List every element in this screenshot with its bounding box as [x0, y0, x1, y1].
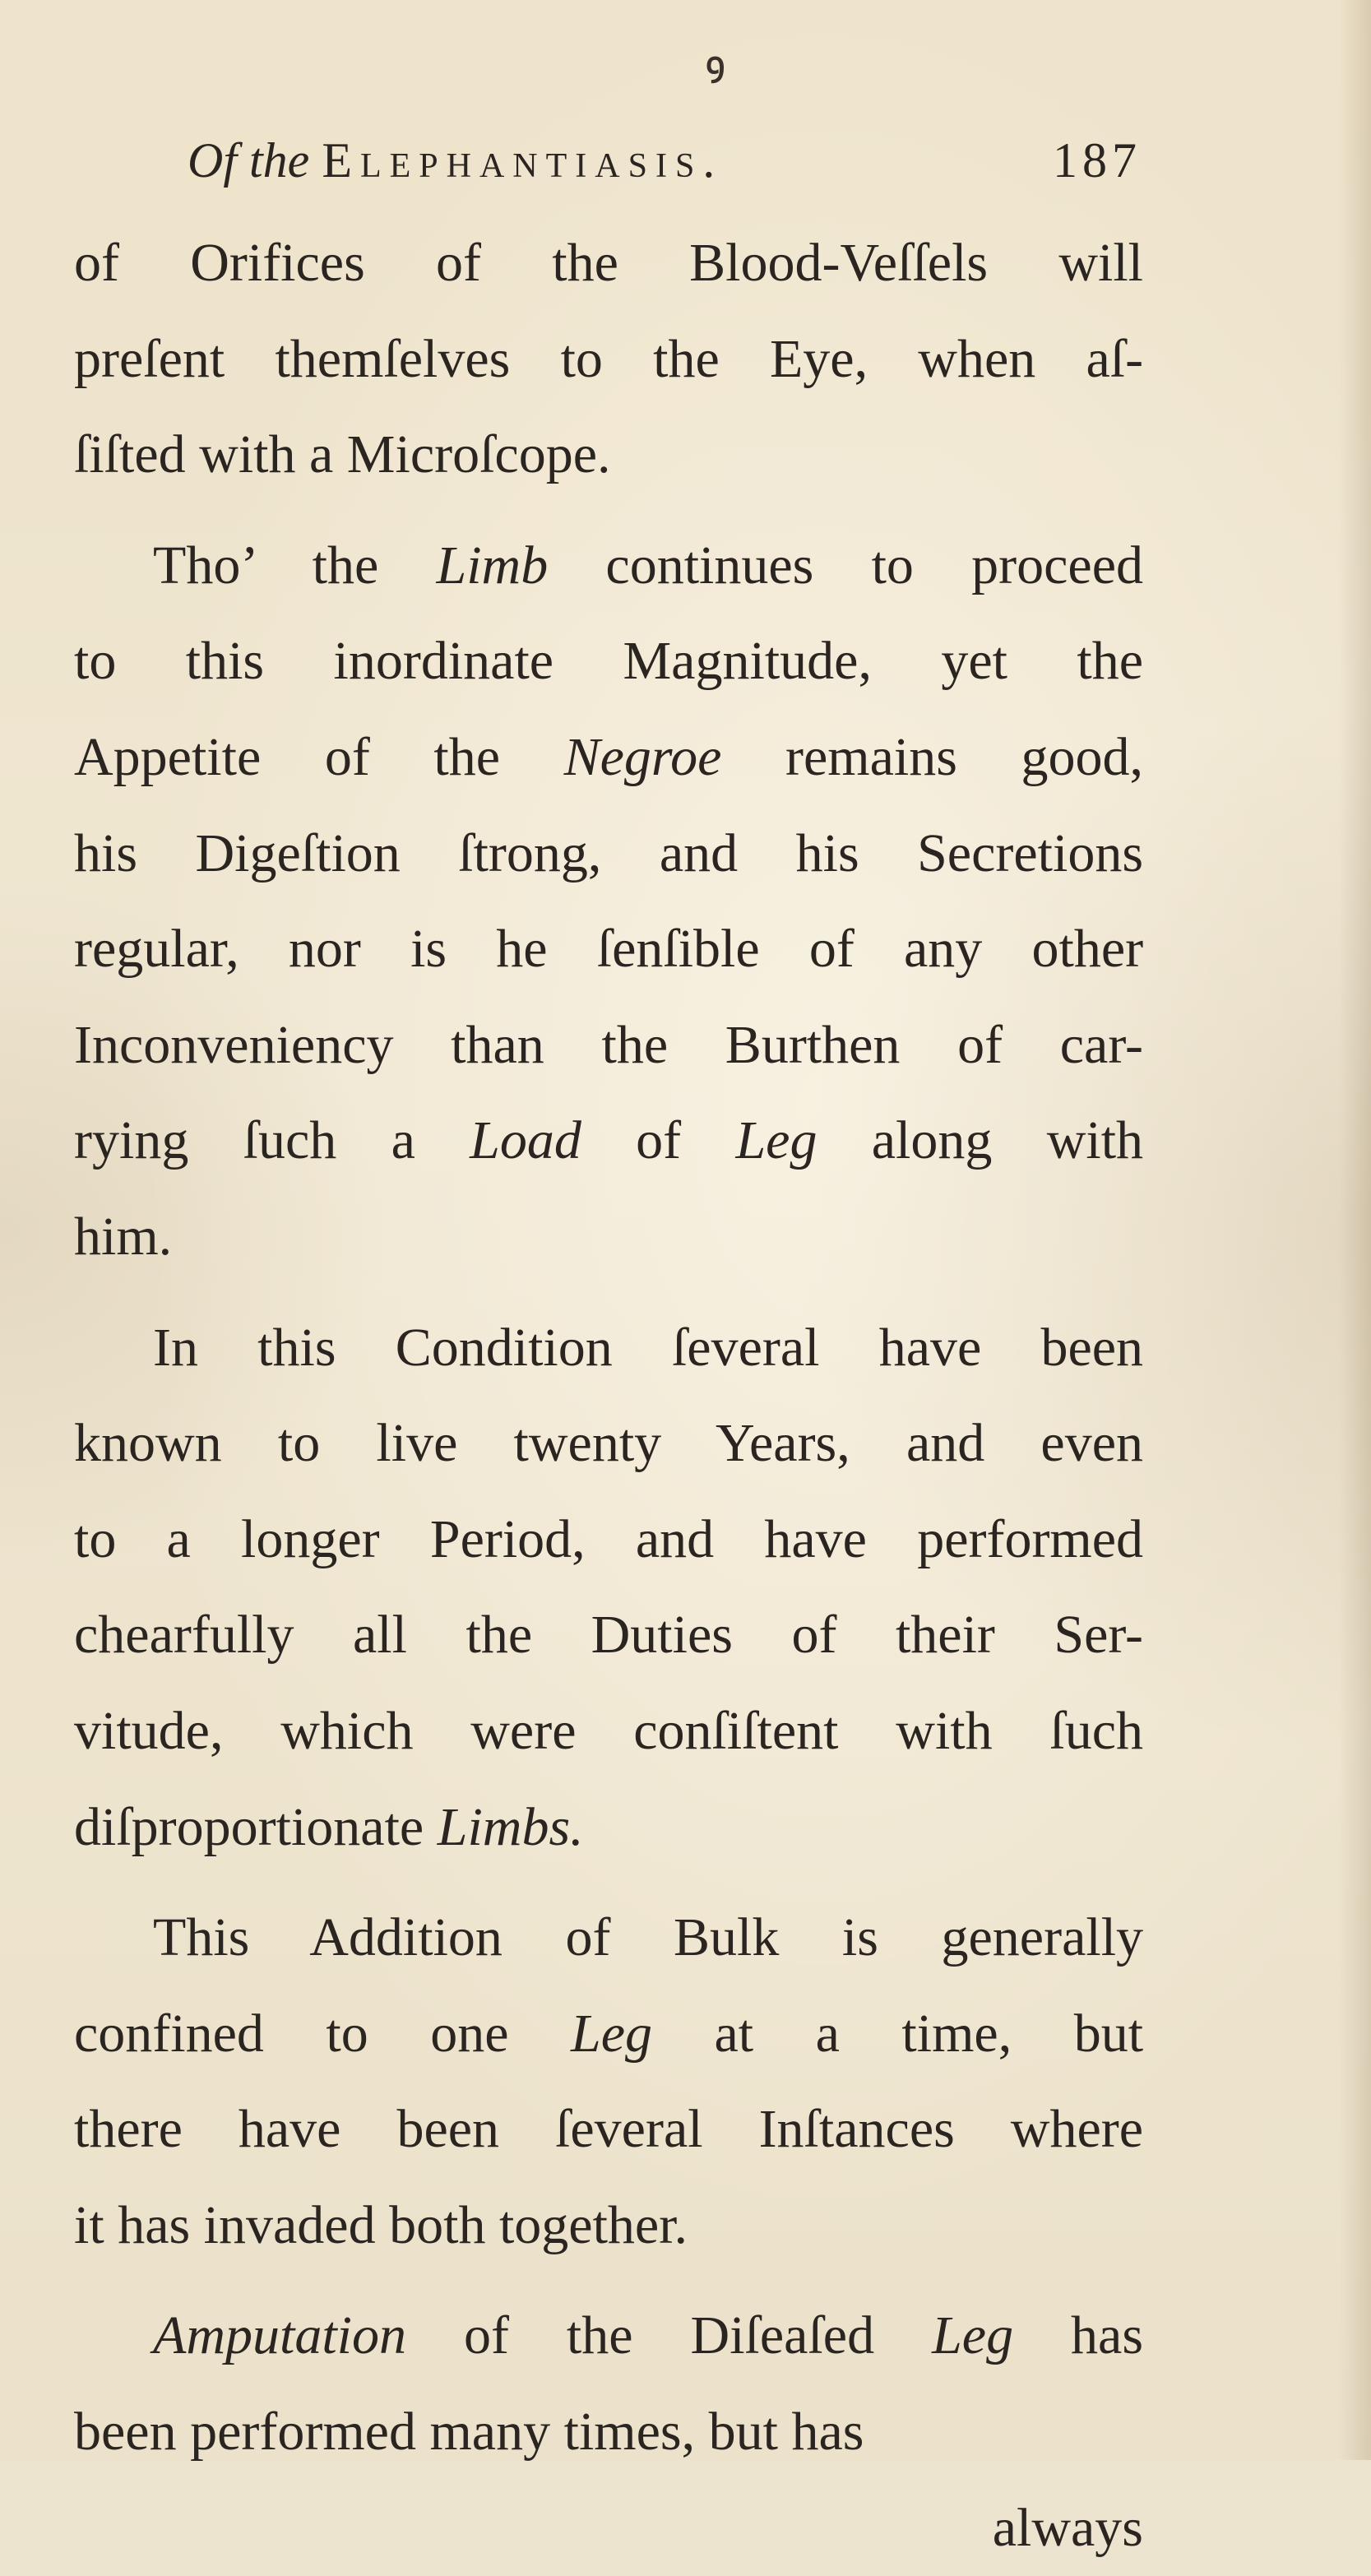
paragraph	[74, 1890, 1143, 2273]
text-line: chearfully all the Duties of their Ser-	[74, 1605, 1144, 1666]
text-line: preſent themſelves to the Eye, when aſ-	[74, 328, 1144, 389]
running-head-prefix: Of the	[188, 133, 310, 188]
text-line: diſproportionate Limbs.	[74, 1796, 584, 1857]
signature-mark: ꝯ	[706, 45, 725, 82]
paragraph	[74, 518, 1143, 1286]
text-line: regular, nor is he ſenſible of any other	[74, 919, 1144, 980]
page-number: 187	[1053, 133, 1142, 188]
paragraph-gap	[74, 503, 1143, 518]
text-line: confined to one Leg at a time, but	[74, 2003, 1144, 2064]
text-line: to this inordinate Magnitude, yet the	[74, 631, 1144, 692]
paragraph	[74, 2288, 1143, 2480]
text-line: to a longer Period, and have performed	[74, 1508, 1144, 1569]
text-line: there have been ſeveral Inſtances where	[74, 2099, 1144, 2160]
catchword: always	[992, 2497, 1143, 2558]
text-line: rying ſuch a Load of Leg along with	[74, 1110, 1144, 1171]
text-line: ſiſted with a Microſcope.	[74, 424, 611, 485]
text-line: Inconveniency than the Burthen of car-	[74, 1014, 1143, 1075]
text-line: been performed many times, but has	[74, 2402, 864, 2462]
text-line: vitude, which were conſiſtent with ſuch	[74, 1700, 1144, 1761]
paragraph	[74, 1300, 1143, 1876]
text-line: Tho’ the Limb continues to proceed	[153, 535, 1144, 595]
text-line: Appetite of the Negroe remains good,	[74, 726, 1143, 787]
text-line: This Addition of Bulk is generally	[153, 1907, 1144, 1968]
paragraph-gap	[74, 2273, 1143, 2288]
running-head-title: Elephantiasis.	[322, 133, 724, 188]
text-line: it has invaded both together.	[74, 2194, 688, 2255]
paragraph-gap	[74, 1286, 1143, 1300]
paragraph	[74, 215, 1143, 503]
text-line: Amputation of the Diſeaſed Leg has	[153, 2305, 1144, 2366]
body-text	[74, 215, 1143, 2576]
paragraph-gap	[74, 1875, 1143, 1890]
page-edge-shadow	[1338, 0, 1371, 2460]
running-head	[188, 123, 1142, 197]
text-line: In this Condition ſeveral have been	[153, 1317, 1144, 1378]
text-line: him.	[74, 1206, 173, 1267]
text-line: of Orifices of the Blood-Veſſels will	[74, 233, 1144, 293]
text-line: known to live twenty Years, and even	[74, 1413, 1144, 1474]
text-line: his Digeſtion ſtrong, and his Secretions	[74, 822, 1144, 883]
